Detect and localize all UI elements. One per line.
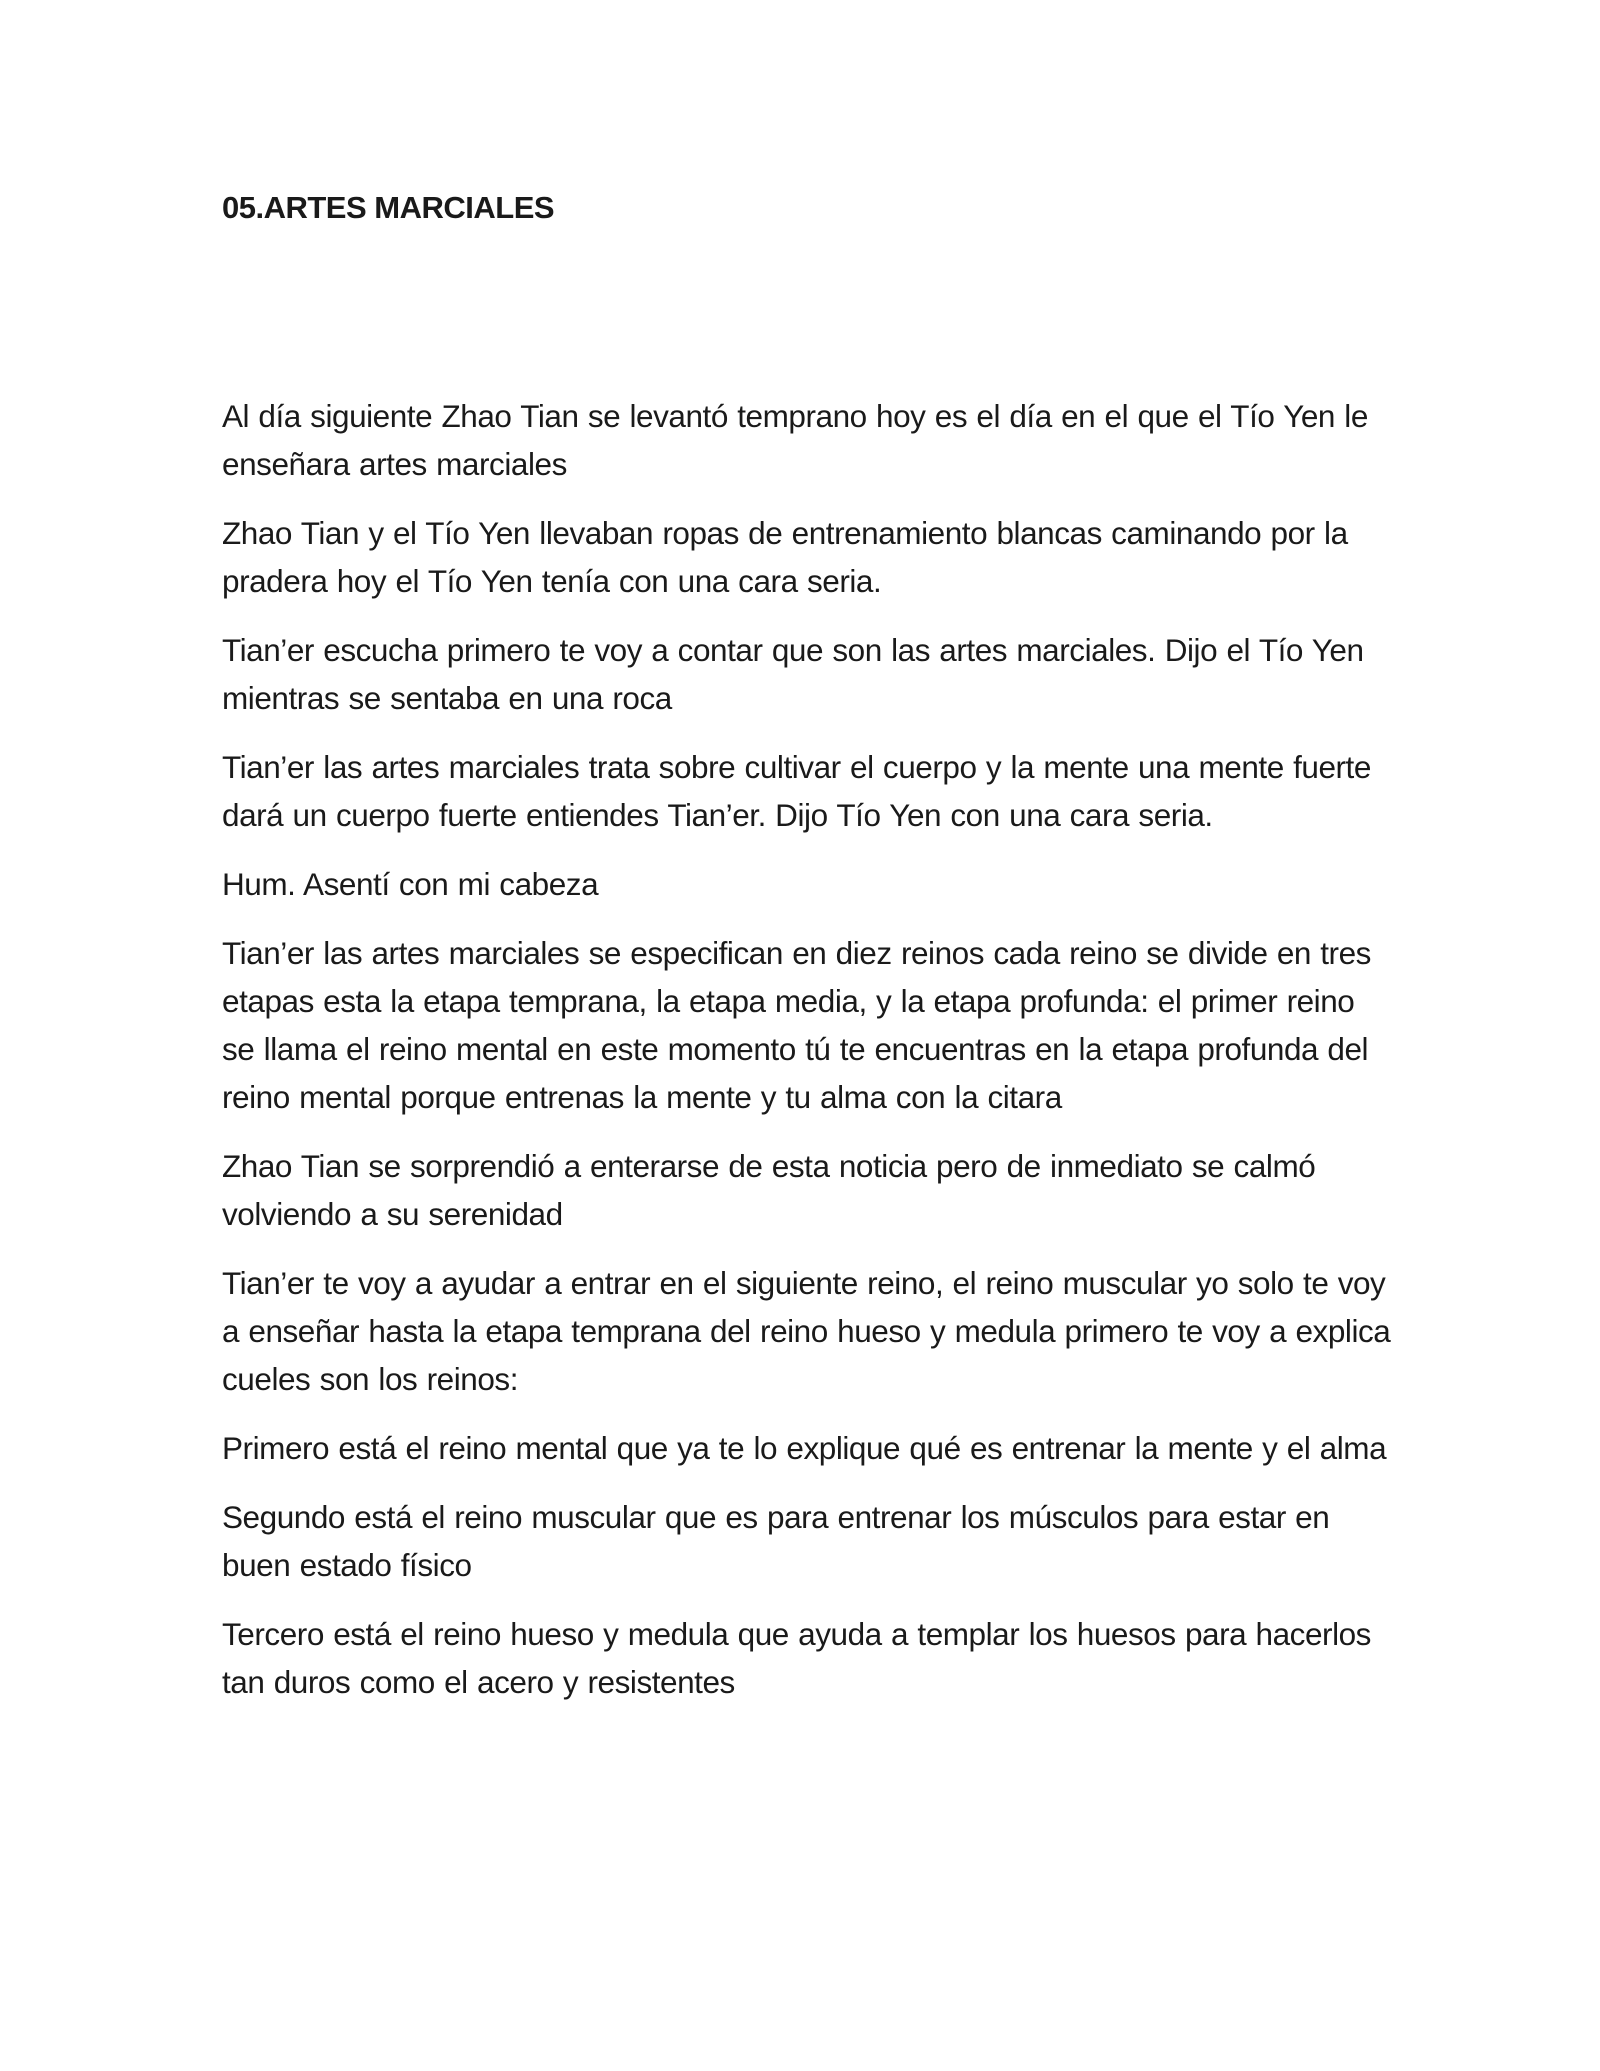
document-title: 05.ARTES MARCIALES bbox=[222, 190, 555, 225]
paragraph: Al día siguiente Zhao Tian se levantó temprano hoy es el día en el que el Tío Yen le enseñara artes marciales bbox=[222, 398, 1368, 482]
paragraph: Tercero está el reino hueso y medula que ayuda a templar los huesos para hacerlos tan duros como el acero y resistentes bbox=[222, 1616, 1371, 1700]
paragraph: Zhao Tian se sorprendió a enterarse de esta noticia pero de inmediato se calmó volviendo a su serenidad bbox=[222, 1148, 1316, 1232]
paragraph: Hum. Asentí con mi cabeza bbox=[222, 866, 599, 902]
paragraph: Segundo está el reino muscular que es para entrenar los músculos para estar en buen estado físico bbox=[222, 1499, 1330, 1583]
paragraph: Zhao Tian y el Tío Yen llevaban ropas de entrenamiento blancas caminando por la pradera hoy el Tío Yen tenía con una cara seria. bbox=[222, 515, 1348, 599]
paragraph: Tian’er las artes marciales se especifican en diez reinos cada reino se divide en tres etapas esta la etapa temprana, la etapa media, y la etapa profunda: el primer reino se llama el reino mental en este momento tú te encuentras en la etapa profunda del reino mental porque entrenas la mente y tu alma con la citara bbox=[222, 935, 1371, 1115]
paragraph: Tian’er las artes marciales trata sobre cultivar el cuerpo y la mente una mente fuerte dará un cuerpo fuerte entiendes Tian’er. Dijo Tío Yen con una cara seria. bbox=[222, 749, 1371, 833]
paragraph: Tian’er te voy a ayudar a entrar en el siguiente reino, el reino muscular yo solo te voy a enseñar hasta la etapa temprana del reino hueso y medula primero te voy a explica cueles son los reinos: bbox=[222, 1265, 1391, 1397]
paragraph: Primero está el reino mental que ya te lo explique qué es entrenar la mente y el alma bbox=[222, 1430, 1387, 1466]
paragraph: Tian’er escucha primero te voy a contar que son las artes marciales. Dijo el Tío Yen mientras se sentaba en una roca bbox=[222, 632, 1364, 716]
document-body bbox=[222, 392, 1392, 1727]
